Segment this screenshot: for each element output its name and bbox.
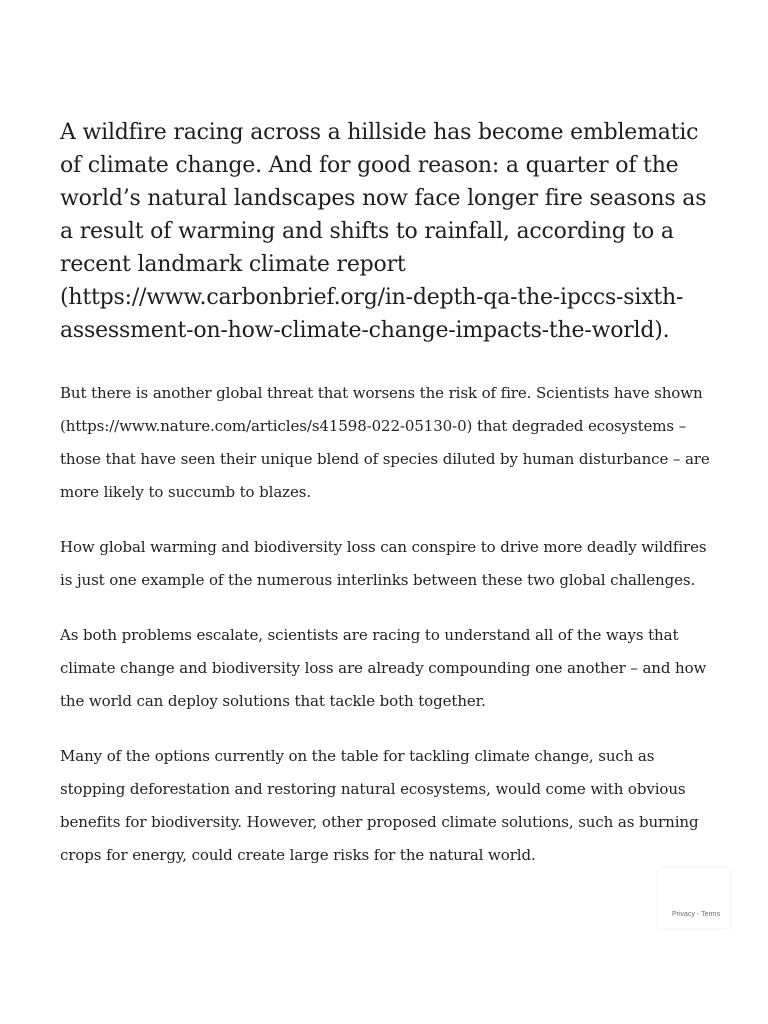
recaptcha-badge[interactable] bbox=[658, 868, 730, 928]
recaptcha-terms-link[interactable]: Terms bbox=[701, 911, 721, 918]
lead-paragraph: A wildfire racing across a hillside has become emblematic of climate change. And for good reason: a quarter of the world’s natural landscapes now face longer fire seasons as a result of warming and shifts to rainfall, according to a recent landmark climate report (https://www.carbonbrief.org/in-depth-qa-the-ipccs-sixth-assessment-on-how-climate-change-impacts-the-world). bbox=[60, 120, 707, 343]
body-paragraph-3: As both problems escalate, scientists are racing to understand all of the ways that climate change and biodiversity loss are already compounding one another – and how the world can deploy solutions that tackle both together. bbox=[60, 626, 707, 710]
recaptcha-links bbox=[672, 911, 720, 918]
article-body bbox=[60, 116, 720, 894]
recaptcha-separator: - bbox=[694, 911, 702, 918]
body-paragraph-4: Many of the options currently on the table for tackling climate change, such as stopping deforestation and restoring natural ecosystems, would come with obvious benefits for biodiversity. However, other proposed climate solutions, such as burning crops for energy, could create large risks for the natural world. bbox=[60, 747, 699, 864]
body-paragraph-2: How global warming and biodiversity loss can conspire to drive more deadly wildfires is just one example of the numerous interlinks between these two global challenges. bbox=[60, 538, 707, 589]
body-paragraph-1: But there is another global threat that worsens the risk of fire. Scientists have shown (https://www.nature.com/articles/s41598-022-05130-0) that degraded ecosystems – those that have seen their unique blend of species diluted by human disturbance – are more likely to succumb to blazes. bbox=[60, 384, 710, 501]
recaptcha-privacy-link[interactable]: Privacy bbox=[672, 911, 695, 918]
